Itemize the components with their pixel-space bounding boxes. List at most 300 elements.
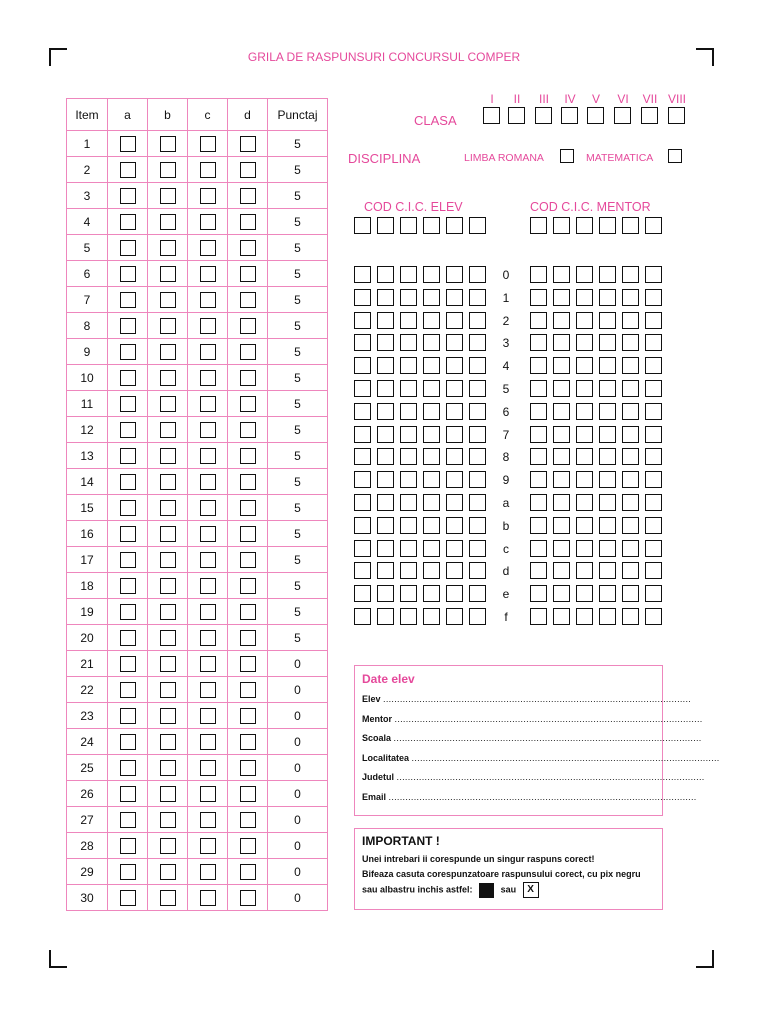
cod-mentor-bubble-box[interactable]	[645, 266, 662, 283]
cod-mentor-bubble-box[interactable]	[576, 448, 593, 465]
date-elev-field[interactable]	[362, 733, 702, 753]
clasa-checkbox[interactable]	[535, 107, 552, 124]
answer-checkbox-b[interactable]	[160, 656, 176, 672]
cod-elev-bubble-box[interactable]	[446, 448, 463, 465]
answer-checkbox-a[interactable]	[120, 318, 136, 334]
cod-elev-bubble-box[interactable]	[354, 403, 371, 420]
cod-elev-bubble-box[interactable]	[446, 357, 463, 374]
cod-mentor-bubble-box[interactable]	[530, 380, 547, 397]
answer-checkbox-d[interactable]	[240, 890, 256, 906]
cod-elev-bubble-box[interactable]	[377, 334, 394, 351]
answer-checkbox-c[interactable]	[200, 188, 216, 204]
cod-elev-bubble-box[interactable]	[446, 494, 463, 511]
answer-checkbox-d[interactable]	[240, 448, 256, 464]
clasa-checkbox[interactable]	[587, 107, 604, 124]
disciplina-matematica-checkbox[interactable]	[668, 149, 682, 163]
cod-mentor-bubble-box[interactable]	[553, 608, 570, 625]
cod-mentor-bubble-box[interactable]	[622, 471, 639, 488]
answer-checkbox-c[interactable]	[200, 734, 216, 750]
answer-checkbox-c[interactable]	[200, 370, 216, 386]
cod-elev-bubble-box[interactable]	[423, 403, 440, 420]
answer-checkbox-c[interactable]	[200, 526, 216, 542]
cod-mentor-bubble-box[interactable]	[645, 357, 662, 374]
cod-elev-bubble-box[interactable]	[354, 426, 371, 443]
cod-elev-bubble-box[interactable]	[469, 334, 486, 351]
cod-mentor-bubble-box[interactable]	[576, 426, 593, 443]
answer-checkbox-d[interactable]	[240, 682, 256, 698]
answer-checkbox-d[interactable]	[240, 474, 256, 490]
cod-mentor-bubble-box[interactable]	[622, 334, 639, 351]
cod-mentor-bubble-box[interactable]	[553, 312, 570, 329]
cod-elev-bubble-box[interactable]	[400, 312, 417, 329]
date-elev-field[interactable]	[362, 791, 697, 812]
cod-mentor-bubble-box[interactable]	[622, 312, 639, 329]
cod-mentor-bubble-box[interactable]	[553, 494, 570, 511]
cod-elev-bubble-box[interactable]	[446, 289, 463, 306]
cod-mentor-bubble-box[interactable]	[530, 403, 547, 420]
cod-mentor-bubble-box[interactable]	[553, 403, 570, 420]
cod-mentor-bubble-box[interactable]	[599, 585, 616, 602]
cod-elev-bubble-box[interactable]	[377, 380, 394, 397]
cod-elev-bubble-box[interactable]	[446, 562, 463, 579]
cod-mentor-bubble-box[interactable]	[576, 403, 593, 420]
cod-elev-bubble-box[interactable]	[400, 426, 417, 443]
cod-mentor-bubble-box[interactable]	[553, 517, 570, 534]
cod-elev-entry-box[interactable]	[423, 217, 440, 234]
cod-mentor-bubble-box[interactable]	[576, 312, 593, 329]
cod-elev-bubble-box[interactable]	[377, 562, 394, 579]
answer-checkbox-b[interactable]	[160, 500, 176, 516]
answer-checkbox-a[interactable]	[120, 864, 136, 880]
cod-mentor-bubble-box[interactable]	[622, 540, 639, 557]
answer-checkbox-a[interactable]	[120, 500, 136, 516]
cod-elev-bubble-box[interactable]	[400, 585, 417, 602]
cod-mentor-bubble-box[interactable]	[645, 334, 662, 351]
answer-checkbox-c[interactable]	[200, 422, 216, 438]
answer-checkbox-c[interactable]	[200, 292, 216, 308]
cod-elev-bubble-box[interactable]	[400, 357, 417, 374]
answer-checkbox-a[interactable]	[120, 474, 136, 490]
answer-checkbox-c[interactable]	[200, 838, 216, 854]
answer-checkbox-b[interactable]	[160, 682, 176, 698]
answer-checkbox-c[interactable]	[200, 812, 216, 828]
answer-checkbox-d[interactable]	[240, 526, 256, 542]
answer-checkbox-b[interactable]	[160, 838, 176, 854]
clasa-checkbox[interactable]	[483, 107, 500, 124]
answer-checkbox-d[interactable]	[240, 162, 256, 178]
date-elev-field[interactable]	[362, 713, 703, 734]
cod-mentor-bubble-box[interactable]	[553, 562, 570, 579]
cod-elev-bubble-box[interactable]	[423, 608, 440, 625]
cod-mentor-bubble-box[interactable]	[576, 585, 593, 602]
cod-elev-bubble-box[interactable]	[354, 266, 371, 283]
cod-mentor-bubble-box[interactable]	[645, 426, 662, 443]
cod-mentor-bubble-box[interactable]	[553, 289, 570, 306]
cod-mentor-bubble-box[interactable]	[622, 608, 639, 625]
cod-mentor-bubble-box[interactable]	[530, 585, 547, 602]
cod-elev-bubble-box[interactable]	[354, 585, 371, 602]
cod-elev-bubble-box[interactable]	[377, 426, 394, 443]
cod-elev-bubble-box[interactable]	[377, 448, 394, 465]
cod-mentor-bubble-box[interactable]	[599, 517, 616, 534]
answer-checkbox-d[interactable]	[240, 188, 256, 204]
cod-elev-bubble-box[interactable]	[377, 471, 394, 488]
answer-checkbox-a[interactable]	[120, 786, 136, 802]
answer-checkbox-a[interactable]	[120, 214, 136, 230]
cod-mentor-bubble-box[interactable]	[645, 403, 662, 420]
cod-elev-bubble-box[interactable]	[423, 517, 440, 534]
cod-mentor-bubble-box[interactable]	[645, 471, 662, 488]
cod-mentor-entry-box[interactable]	[599, 217, 616, 234]
answer-checkbox-d[interactable]	[240, 396, 256, 412]
cod-mentor-entry-box[interactable]	[530, 217, 547, 234]
cod-elev-bubble-box[interactable]	[446, 334, 463, 351]
clasa-checkbox[interactable]	[641, 107, 658, 124]
answer-checkbox-c[interactable]	[200, 786, 216, 802]
answer-checkbox-d[interactable]	[240, 786, 256, 802]
cod-mentor-bubble-box[interactable]	[530, 289, 547, 306]
answer-checkbox-d[interactable]	[240, 578, 256, 594]
answer-checkbox-a[interactable]	[120, 240, 136, 256]
answer-checkbox-a[interactable]	[120, 136, 136, 152]
answer-checkbox-c[interactable]	[200, 240, 216, 256]
answer-checkbox-c[interactable]	[200, 136, 216, 152]
cod-mentor-bubble-box[interactable]	[622, 403, 639, 420]
answer-checkbox-c[interactable]	[200, 162, 216, 178]
cod-elev-bubble-box[interactable]	[354, 448, 371, 465]
answer-checkbox-b[interactable]	[160, 578, 176, 594]
cod-elev-bubble-box[interactable]	[400, 471, 417, 488]
cod-mentor-entry-box[interactable]	[576, 217, 593, 234]
answer-checkbox-a[interactable]	[120, 162, 136, 178]
cod-mentor-bubble-box[interactable]	[576, 562, 593, 579]
answer-checkbox-d[interactable]	[240, 656, 256, 672]
cod-mentor-bubble-box[interactable]	[622, 266, 639, 283]
answer-checkbox-b[interactable]	[160, 708, 176, 724]
cod-mentor-bubble-box[interactable]	[645, 608, 662, 625]
cod-elev-bubble-box[interactable]	[446, 403, 463, 420]
cod-mentor-bubble-box[interactable]	[599, 357, 616, 374]
cod-elev-bubble-box[interactable]	[423, 357, 440, 374]
cod-elev-entry-box[interactable]	[400, 217, 417, 234]
cod-elev-bubble-box[interactable]	[423, 312, 440, 329]
cod-elev-bubble-box[interactable]	[423, 426, 440, 443]
cod-mentor-bubble-box[interactable]	[553, 266, 570, 283]
cod-elev-bubble-box[interactable]	[400, 608, 417, 625]
answer-checkbox-a[interactable]	[120, 422, 136, 438]
cod-elev-bubble-box[interactable]	[377, 494, 394, 511]
answer-checkbox-d[interactable]	[240, 240, 256, 256]
cod-elev-bubble-box[interactable]	[469, 517, 486, 534]
cod-mentor-bubble-box[interactable]	[553, 334, 570, 351]
answer-checkbox-d[interactable]	[240, 266, 256, 282]
cod-elev-bubble-box[interactable]	[377, 517, 394, 534]
answer-checkbox-c[interactable]	[200, 890, 216, 906]
cod-elev-bubble-box[interactable]	[446, 312, 463, 329]
cod-mentor-bubble-box[interactable]	[645, 540, 662, 557]
cod-mentor-bubble-box[interactable]	[530, 562, 547, 579]
clasa-checkbox[interactable]	[508, 107, 525, 124]
answer-checkbox-c[interactable]	[200, 708, 216, 724]
cod-elev-bubble-box[interactable]	[423, 562, 440, 579]
answer-checkbox-c[interactable]	[200, 604, 216, 620]
cod-mentor-bubble-box[interactable]	[530, 334, 547, 351]
cod-elev-bubble-box[interactable]	[469, 471, 486, 488]
answer-checkbox-b[interactable]	[160, 266, 176, 282]
cod-elev-bubble-box[interactable]	[446, 585, 463, 602]
answer-checkbox-a[interactable]	[120, 708, 136, 724]
cod-elev-bubble-box[interactable]	[377, 266, 394, 283]
answer-checkbox-b[interactable]	[160, 396, 176, 412]
cod-mentor-bubble-box[interactable]	[530, 448, 547, 465]
cod-mentor-bubble-box[interactable]	[645, 585, 662, 602]
cod-mentor-bubble-box[interactable]	[622, 357, 639, 374]
answer-checkbox-d[interactable]	[240, 838, 256, 854]
cod-mentor-bubble-box[interactable]	[576, 494, 593, 511]
answer-checkbox-a[interactable]	[120, 604, 136, 620]
cod-mentor-bubble-box[interactable]	[599, 494, 616, 511]
cod-elev-bubble-box[interactable]	[446, 426, 463, 443]
cod-mentor-bubble-box[interactable]	[599, 562, 616, 579]
answer-checkbox-d[interactable]	[240, 318, 256, 334]
answer-checkbox-b[interactable]	[160, 864, 176, 880]
answer-checkbox-c[interactable]	[200, 214, 216, 230]
cod-elev-bubble-box[interactable]	[377, 312, 394, 329]
cod-mentor-bubble-box[interactable]	[576, 334, 593, 351]
cod-mentor-entry-box[interactable]	[622, 217, 639, 234]
answer-checkbox-a[interactable]	[120, 526, 136, 542]
cod-mentor-bubble-box[interactable]	[622, 494, 639, 511]
answer-checkbox-d[interactable]	[240, 708, 256, 724]
answer-checkbox-c[interactable]	[200, 344, 216, 360]
answer-checkbox-d[interactable]	[240, 370, 256, 386]
cod-elev-bubble-box[interactable]	[446, 471, 463, 488]
cod-elev-bubble-box[interactable]	[354, 517, 371, 534]
cod-mentor-bubble-box[interactable]	[576, 289, 593, 306]
answer-checkbox-c[interactable]	[200, 864, 216, 880]
answer-checkbox-b[interactable]	[160, 526, 176, 542]
cod-mentor-bubble-box[interactable]	[576, 517, 593, 534]
cod-elev-bubble-box[interactable]	[469, 289, 486, 306]
cod-elev-bubble-box[interactable]	[354, 471, 371, 488]
cod-elev-bubble-box[interactable]	[354, 540, 371, 557]
cod-mentor-bubble-box[interactable]	[599, 312, 616, 329]
cod-elev-bubble-box[interactable]	[469, 608, 486, 625]
answer-checkbox-a[interactable]	[120, 682, 136, 698]
answer-checkbox-c[interactable]	[200, 448, 216, 464]
cod-mentor-bubble-box[interactable]	[553, 540, 570, 557]
cod-elev-bubble-box[interactable]	[400, 380, 417, 397]
cod-elev-bubble-box[interactable]	[354, 334, 371, 351]
cod-mentor-bubble-box[interactable]	[622, 289, 639, 306]
answer-checkbox-b[interactable]	[160, 474, 176, 490]
answer-checkbox-d[interactable]	[240, 864, 256, 880]
answer-checkbox-c[interactable]	[200, 630, 216, 646]
cod-mentor-bubble-box[interactable]	[530, 608, 547, 625]
answer-checkbox-c[interactable]	[200, 682, 216, 698]
answer-checkbox-b[interactable]	[160, 188, 176, 204]
cod-mentor-bubble-box[interactable]	[576, 357, 593, 374]
answer-checkbox-d[interactable]	[240, 812, 256, 828]
cod-mentor-bubble-box[interactable]	[553, 357, 570, 374]
cod-elev-bubble-box[interactable]	[400, 334, 417, 351]
answer-checkbox-d[interactable]	[240, 136, 256, 152]
cod-mentor-bubble-box[interactable]	[622, 380, 639, 397]
answer-checkbox-d[interactable]	[240, 734, 256, 750]
cod-elev-bubble-box[interactable]	[469, 494, 486, 511]
cod-elev-bubble-box[interactable]	[354, 289, 371, 306]
answer-checkbox-c[interactable]	[200, 760, 216, 776]
answer-checkbox-a[interactable]	[120, 266, 136, 282]
answer-checkbox-a[interactable]	[120, 448, 136, 464]
answer-checkbox-d[interactable]	[240, 500, 256, 516]
cod-elev-bubble-box[interactable]	[354, 312, 371, 329]
answer-checkbox-b[interactable]	[160, 552, 176, 568]
cod-mentor-bubble-box[interactable]	[599, 266, 616, 283]
cod-mentor-bubble-box[interactable]	[530, 517, 547, 534]
cod-mentor-bubble-box[interactable]	[553, 426, 570, 443]
cod-mentor-bubble-box[interactable]	[599, 380, 616, 397]
cod-elev-bubble-box[interactable]	[423, 266, 440, 283]
cod-elev-bubble-box[interactable]	[354, 608, 371, 625]
cod-mentor-bubble-box[interactable]	[530, 266, 547, 283]
answer-checkbox-a[interactable]	[120, 188, 136, 204]
answer-checkbox-b[interactable]	[160, 318, 176, 334]
answer-checkbox-b[interactable]	[160, 630, 176, 646]
answer-checkbox-d[interactable]	[240, 630, 256, 646]
answer-checkbox-b[interactable]	[160, 370, 176, 386]
cod-elev-bubble-box[interactable]	[446, 517, 463, 534]
cod-elev-bubble-box[interactable]	[469, 403, 486, 420]
cod-mentor-bubble-box[interactable]	[553, 471, 570, 488]
answer-checkbox-b[interactable]	[160, 136, 176, 152]
answer-checkbox-b[interactable]	[160, 292, 176, 308]
cod-elev-bubble-box[interactable]	[400, 562, 417, 579]
answer-checkbox-a[interactable]	[120, 552, 136, 568]
cod-mentor-bubble-box[interactable]	[622, 517, 639, 534]
answer-checkbox-b[interactable]	[160, 760, 176, 776]
cod-elev-bubble-box[interactable]	[469, 312, 486, 329]
cod-elev-bubble-box[interactable]	[423, 540, 440, 557]
cod-mentor-bubble-box[interactable]	[599, 289, 616, 306]
cod-mentor-bubble-box[interactable]	[530, 494, 547, 511]
cod-elev-bubble-box[interactable]	[446, 540, 463, 557]
cod-elev-bubble-box[interactable]	[423, 380, 440, 397]
cod-mentor-bubble-box[interactable]	[622, 562, 639, 579]
cod-elev-bubble-box[interactable]	[446, 608, 463, 625]
answer-checkbox-b[interactable]	[160, 448, 176, 464]
cod-elev-bubble-box[interactable]	[446, 380, 463, 397]
answer-checkbox-b[interactable]	[160, 890, 176, 906]
cod-mentor-bubble-box[interactable]	[530, 540, 547, 557]
cod-elev-bubble-box[interactable]	[354, 357, 371, 374]
cod-elev-bubble-box[interactable]	[446, 266, 463, 283]
answer-checkbox-d[interactable]	[240, 604, 256, 620]
cod-elev-bubble-box[interactable]	[469, 357, 486, 374]
answer-checkbox-a[interactable]	[120, 656, 136, 672]
cod-elev-bubble-box[interactable]	[400, 494, 417, 511]
answer-checkbox-a[interactable]	[120, 370, 136, 386]
cod-elev-bubble-box[interactable]	[400, 448, 417, 465]
clasa-checkbox[interactable]	[561, 107, 578, 124]
answer-checkbox-b[interactable]	[160, 604, 176, 620]
answer-checkbox-a[interactable]	[120, 292, 136, 308]
answer-checkbox-a[interactable]	[120, 838, 136, 854]
cod-mentor-entry-box[interactable]	[645, 217, 662, 234]
cod-mentor-bubble-box[interactable]	[645, 494, 662, 511]
cod-mentor-bubble-box[interactable]	[530, 426, 547, 443]
answer-checkbox-b[interactable]	[160, 422, 176, 438]
answer-checkbox-d[interactable]	[240, 344, 256, 360]
answer-checkbox-b[interactable]	[160, 240, 176, 256]
cod-mentor-bubble-box[interactable]	[576, 266, 593, 283]
cod-mentor-bubble-box[interactable]	[599, 426, 616, 443]
cod-mentor-bubble-box[interactable]	[576, 471, 593, 488]
answer-checkbox-d[interactable]	[240, 292, 256, 308]
cod-mentor-bubble-box[interactable]	[645, 448, 662, 465]
cod-elev-bubble-box[interactable]	[354, 494, 371, 511]
cod-mentor-bubble-box[interactable]	[599, 448, 616, 465]
answer-checkbox-a[interactable]	[120, 578, 136, 594]
cod-elev-bubble-box[interactable]	[469, 585, 486, 602]
cod-mentor-bubble-box[interactable]	[553, 585, 570, 602]
cod-elev-bubble-box[interactable]	[423, 334, 440, 351]
cod-elev-bubble-box[interactable]	[377, 403, 394, 420]
answer-checkbox-b[interactable]	[160, 344, 176, 360]
cod-elev-bubble-box[interactable]	[377, 289, 394, 306]
cod-elev-bubble-box[interactable]	[423, 585, 440, 602]
clasa-checkbox[interactable]	[668, 107, 685, 124]
cod-elev-bubble-box[interactable]	[377, 608, 394, 625]
cod-mentor-bubble-box[interactable]	[576, 608, 593, 625]
answer-checkbox-a[interactable]	[120, 396, 136, 412]
cod-mentor-bubble-box[interactable]	[622, 448, 639, 465]
cod-elev-bubble-box[interactable]	[400, 540, 417, 557]
answer-checkbox-d[interactable]	[240, 760, 256, 776]
cod-elev-bubble-box[interactable]	[377, 585, 394, 602]
answer-checkbox-c[interactable]	[200, 266, 216, 282]
cod-elev-bubble-box[interactable]	[469, 266, 486, 283]
answer-checkbox-b[interactable]	[160, 786, 176, 802]
answer-checkbox-b[interactable]	[160, 812, 176, 828]
disciplina-limba-romana-checkbox[interactable]	[560, 149, 574, 163]
answer-checkbox-d[interactable]	[240, 214, 256, 230]
cod-elev-bubble-box[interactable]	[400, 289, 417, 306]
cod-mentor-bubble-box[interactable]	[576, 380, 593, 397]
cod-elev-entry-box[interactable]	[446, 217, 463, 234]
cod-mentor-bubble-box[interactable]	[553, 380, 570, 397]
answer-checkbox-a[interactable]	[120, 890, 136, 906]
cod-elev-bubble-box[interactable]	[423, 471, 440, 488]
answer-checkbox-b[interactable]	[160, 734, 176, 750]
cod-mentor-bubble-box[interactable]	[553, 448, 570, 465]
cod-mentor-bubble-box[interactable]	[530, 312, 547, 329]
cod-elev-bubble-box[interactable]	[469, 380, 486, 397]
cod-mentor-bubble-box[interactable]	[645, 289, 662, 306]
cod-elev-bubble-box[interactable]	[400, 266, 417, 283]
cod-mentor-bubble-box[interactable]	[599, 471, 616, 488]
answer-checkbox-c[interactable]	[200, 474, 216, 490]
cod-elev-entry-box[interactable]	[377, 217, 394, 234]
answer-checkbox-d[interactable]	[240, 552, 256, 568]
cod-elev-bubble-box[interactable]	[400, 517, 417, 534]
date-elev-field[interactable]	[362, 694, 692, 714]
answer-checkbox-c[interactable]	[200, 656, 216, 672]
cod-mentor-bubble-box[interactable]	[599, 403, 616, 420]
cod-elev-bubble-box[interactable]	[354, 562, 371, 579]
answer-checkbox-b[interactable]	[160, 214, 176, 230]
answer-checkbox-c[interactable]	[200, 578, 216, 594]
